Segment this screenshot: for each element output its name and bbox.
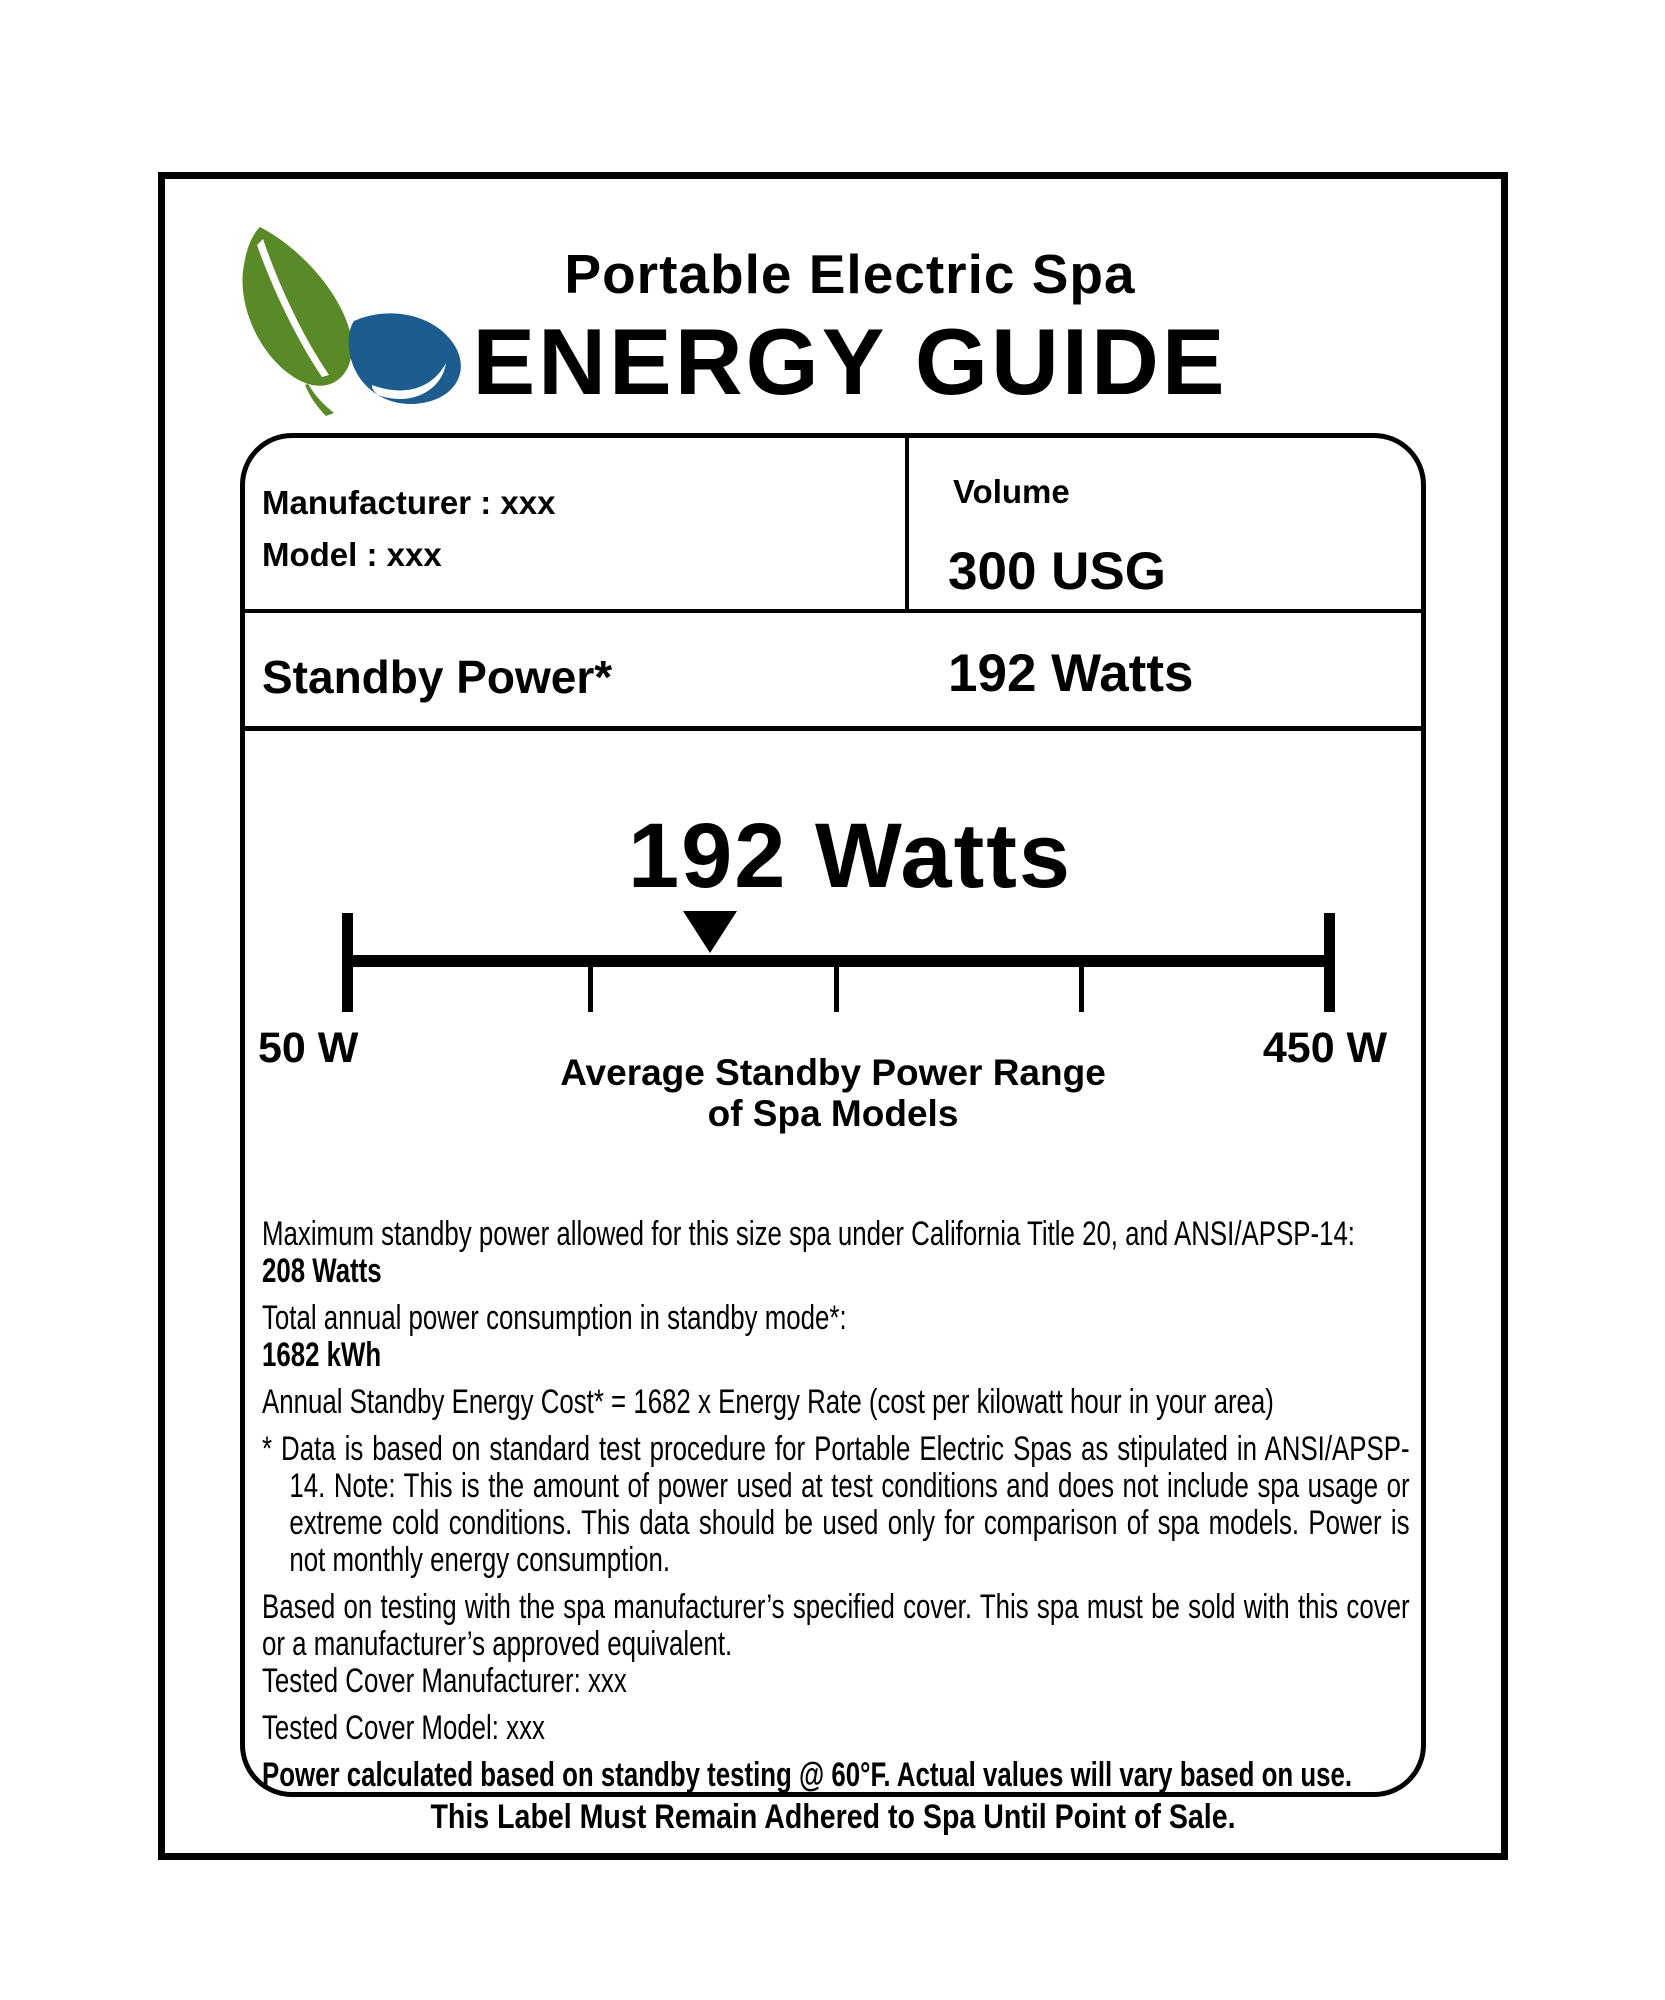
scale-caption-line1: Average Standby Power Range	[560, 1052, 1106, 1093]
max-power-paragraph	[262, 1216, 1410, 1290]
model-value: Model : xxx	[262, 536, 442, 573]
annual-consumption-value: 1682 kWh	[262, 1336, 382, 1374]
page-title: ENERGY GUIDE	[472, 309, 1228, 414]
power-calculation-note: Power calculated based on standby testing @ 60°F. Actual values will vary based on use.	[262, 1756, 1353, 1794]
scale-pointer-triangle-icon	[683, 911, 737, 953]
footnote-text: Data is based on standard test procedure for Portable Electric Spas as stipulated in ANSI/APSP-14. Note: This is the amount of power used at test conditions and does not include spa usage or extreme cold conditions. This data should be used only for comparison of spa models. Power is not monthly energy consumption.	[281, 1430, 1410, 1579]
max-power-value: 208 Watts	[262, 1252, 382, 1290]
scale-max-label: 450 W	[1262, 1024, 1388, 1072]
scale-tick	[834, 967, 839, 1012]
annual-consumption-text: Total annual power consumption in standby mode*:	[262, 1299, 847, 1337]
scale-pointer-value: 192 Watts	[627, 805, 1073, 907]
standby-power-value: 192 Watts	[948, 644, 1194, 703]
leaf-stem	[305, 384, 334, 416]
standby-power-label: Standby Power*	[262, 651, 613, 703]
scale-bar	[347, 955, 1330, 967]
scale-caption-line2: of Spa Models	[707, 1093, 959, 1134]
scale-caption	[383, 1052, 1283, 1134]
volume-value: 300 USG	[948, 542, 1167, 601]
leaf-icon	[242, 227, 352, 386]
details-text-block	[262, 1216, 1410, 1804]
info-box-divider-1	[240, 609, 1426, 613]
manufacturer-value: Manufacturer : xxx	[262, 484, 556, 521]
cost-formula: Annual Standby Energy Cost* = 1682 x Energy Rate (cost per kilowatt hour in your area)	[262, 1383, 1274, 1421]
cover-paragraph: Based on testing with the spa manufacturer’s specified cover. This spa must be sold with this cover or a manufacturer’s approved equivalent.	[262, 1588, 1410, 1663]
footnote-marker: *	[262, 1430, 273, 1468]
scale-min-label: 50 W	[258, 1024, 359, 1072]
product-type-title: Portable Electric Spa	[564, 243, 1136, 305]
volume-label: Volume	[953, 473, 1070, 510]
annual-consumption-paragraph	[262, 1300, 1410, 1374]
info-box-vertical-divider	[905, 436, 909, 612]
max-power-text: Maximum standby power allowed for this size spa under California Title 20, and ANSI/APSP-14:	[262, 1215, 1355, 1253]
scale-tick	[1079, 967, 1084, 1012]
scale-end-cap-min	[342, 913, 353, 1012]
scale-tick	[588, 967, 593, 1012]
scale-end-cap-max	[1324, 913, 1335, 1012]
test-procedure-footnote	[262, 1431, 1410, 1579]
tested-cover-manufacturer: Tested Cover Manufacturer: xxx	[262, 1662, 627, 1700]
info-box-divider-2	[240, 726, 1426, 731]
tested-cover-model: Tested Cover Model: xxx	[262, 1709, 545, 1747]
adhesion-notice: This Label Must Remain Adhered to Spa Until Point of Sale.	[430, 1798, 1236, 1836]
